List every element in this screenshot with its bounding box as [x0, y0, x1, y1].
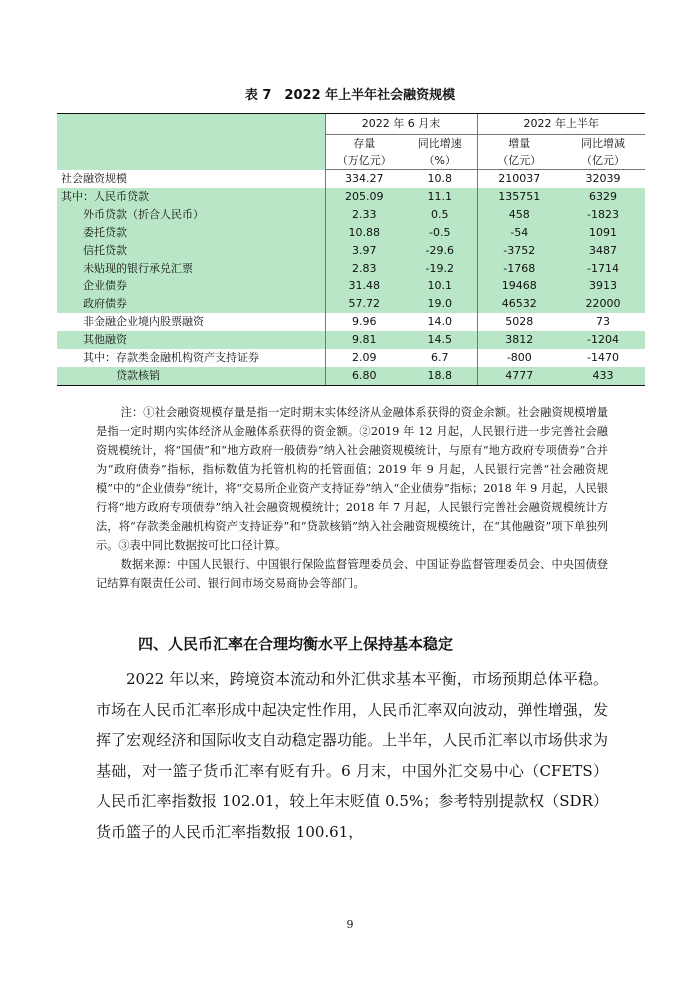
table-title: 表 7 2022 年上半年社会融资规模 — [244, 88, 456, 103]
row-label: 其中：人民币贷款 — [57, 188, 325, 206]
cell-increment: -800 — [477, 349, 561, 367]
section-heading: 四、人民币汇率在合理均衡水平上保持基本稳定 — [138, 635, 454, 653]
header-group-june-end: 2022 年 6 月末 — [325, 114, 477, 135]
row-label: 委托贷款 — [57, 224, 325, 242]
row-label: 政府债券 — [57, 295, 325, 313]
cell-increment: -54 — [477, 224, 561, 242]
table-row — [57, 224, 645, 242]
header-yoy-change-unit: （亿元） — [561, 152, 645, 170]
cell-stock: 9.96 — [325, 313, 403, 331]
table-row — [57, 295, 645, 313]
table-row — [57, 242, 645, 260]
cell-yoy-growth: 6.7 — [403, 349, 477, 367]
row-label: 贷款核销 — [57, 367, 325, 385]
cell-yoy-growth: -0.5 — [403, 224, 477, 242]
table-row — [57, 277, 645, 295]
cell-yoy-change: 6329 — [561, 188, 645, 206]
cell-stock: 6.80 — [325, 367, 403, 385]
table-row — [57, 260, 645, 278]
cell-increment: 5028 — [477, 313, 561, 331]
table-row — [57, 170, 645, 188]
cell-yoy-change: 3913 — [561, 277, 645, 295]
row-label: 未贴现的银行承兑汇票 — [57, 260, 325, 278]
cell-increment: 46532 — [477, 295, 561, 313]
social-financing-table — [57, 113, 645, 386]
cell-increment: 135751 — [477, 188, 561, 206]
cell-increment: -1768 — [477, 260, 561, 278]
header-blank-cell — [57, 114, 325, 170]
cell-yoy-change: -1714 — [561, 260, 645, 278]
cell-yoy-change: 433 — [561, 367, 645, 385]
row-label: 信托贷款 — [57, 242, 325, 260]
cell-stock: 3.97 — [325, 242, 403, 260]
body-text — [96, 664, 608, 847]
cell-increment: 210037 — [477, 170, 561, 188]
header-yoy-growth: 同比增速 — [403, 135, 477, 153]
table-row — [57, 206, 645, 224]
row-label: 非金融企业境内股票融资 — [57, 313, 325, 331]
cell-stock: 57.72 — [325, 295, 403, 313]
cell-yoy-growth: -29.6 — [403, 242, 477, 260]
table-row — [57, 188, 645, 206]
cell-increment: 3812 — [477, 331, 561, 349]
cell-stock: 205.09 — [325, 188, 403, 206]
cell-yoy-change: -1204 — [561, 331, 645, 349]
cell-stock: 10.88 — [325, 224, 403, 242]
cell-yoy-change: 32039 — [561, 170, 645, 188]
cell-yoy-growth: 19.0 — [403, 295, 477, 313]
row-label: 外币贷款（折合人民币） — [57, 206, 325, 224]
row-label: 其中：存款类金融机构资产支持证券 — [57, 349, 325, 367]
cell-yoy-growth: 18.8 — [403, 367, 477, 385]
cell-stock: 2.83 — [325, 260, 403, 278]
cell-increment: 458 — [477, 206, 561, 224]
row-label: 企业债券 — [57, 277, 325, 295]
cell-stock: 2.09 — [325, 349, 403, 367]
header-stock-unit: （万亿元） — [325, 152, 403, 170]
cell-yoy-change: 1091 — [561, 224, 645, 242]
cell-yoy-change: -1823 — [561, 206, 645, 224]
row-label: 其他融资 — [57, 331, 325, 349]
cell-yoy-change: 73 — [561, 313, 645, 331]
cell-increment: -3752 — [477, 242, 561, 260]
cell-yoy-change: 22000 — [561, 295, 645, 313]
cell-yoy-growth: 14.5 — [403, 331, 477, 349]
header-group-first-half: 2022 年上半年 — [477, 114, 645, 135]
table-row — [57, 313, 645, 331]
header-stock: 存量 — [325, 135, 403, 153]
cell-yoy-growth: 14.0 — [403, 313, 477, 331]
table-row — [57, 349, 645, 367]
cell-yoy-growth: 0.5 — [403, 206, 477, 224]
cell-yoy-change: -1470 — [561, 349, 645, 367]
header-yoy-growth-unit: （%） — [403, 152, 477, 170]
cell-yoy-growth: 10.8 — [403, 170, 477, 188]
header-increment: 增量 — [477, 135, 561, 153]
cell-yoy-change: 3487 — [561, 242, 645, 260]
table-row — [57, 367, 645, 385]
table-notes — [96, 403, 608, 593]
cell-increment: 4777 — [477, 367, 561, 385]
cell-yoy-growth: -19.2 — [403, 260, 477, 278]
data-source: 数据来源：中国人民银行、中国银行保险监督管理委员会、中国证券监督管理委员会、中央国债登记结算有限责任公司、银行间市场交易商协会等部门。 — [96, 558, 608, 590]
cell-increment: 19468 — [477, 277, 561, 295]
table-row — [57, 331, 645, 349]
cell-yoy-growth: 10.1 — [403, 277, 477, 295]
note-text: 注：①社会融资规模存量是指一定时期末实体经济从金融体系获得的资金余额。社会融资规模增量是指一定时期内实体经济从金融体系获得的资金额。②2019 年 12 月起，人民银行进一步完善社会融资规模统计，将“国债”和“地方政府一般债券”纳入社会融资规模统计，与原有“地方政府专项债券”合并为“政府债券”指标，指标数值为托管机构的托管面值；2019 年 9 月起，人民银行完善“社会融资规模”中的“企业债券”统计，将“交易所企业资产支持证券”纳入“企业债券”指标；2018 年 9 月起，人民银行将“地方政府专项债券”纳入社会融资规模统计；2018 年 7 月起，人民银行完善社会融资规模统计方法，将“存款类金融机构资产支持证券”和“贷款核销”纳入社会融资规模统计，在“其他融资”项下单独列示。③表中同比数据按可比口径计算。 — [96, 406, 608, 552]
row-label: 社会融资规模 — [57, 170, 325, 188]
header-increment-unit: （亿元） — [477, 152, 561, 170]
cell-yoy-growth: 11.1 — [403, 188, 477, 206]
cell-stock: 9.81 — [325, 331, 403, 349]
cell-stock: 2.33 — [325, 206, 403, 224]
cell-stock: 31.48 — [325, 277, 403, 295]
header-yoy-change: 同比增减 — [561, 135, 645, 153]
cell-stock: 334.27 — [325, 170, 403, 188]
page-number: 9 — [346, 918, 354, 931]
body-paragraph: 2022 年以来，跨境资本流动和外汇供求基本平衡，市场预期总体平稳。市场在人民币汇率形成中起决定性作用，人民币汇率双向波动，弹性增强，发挥了宏观经济和国际收支自动稳定器功能。上半年，人民币汇率以市场供求为基础，对一篮子货币汇率有贬有升。6 月末，中国外汇交易中心（CFETS）人民币汇率指数报 102.01，较上年末贬值 0.5%；参考特别提款权（SDR）货币篮子的人民币汇率指数报 100.61， — [96, 670, 608, 841]
